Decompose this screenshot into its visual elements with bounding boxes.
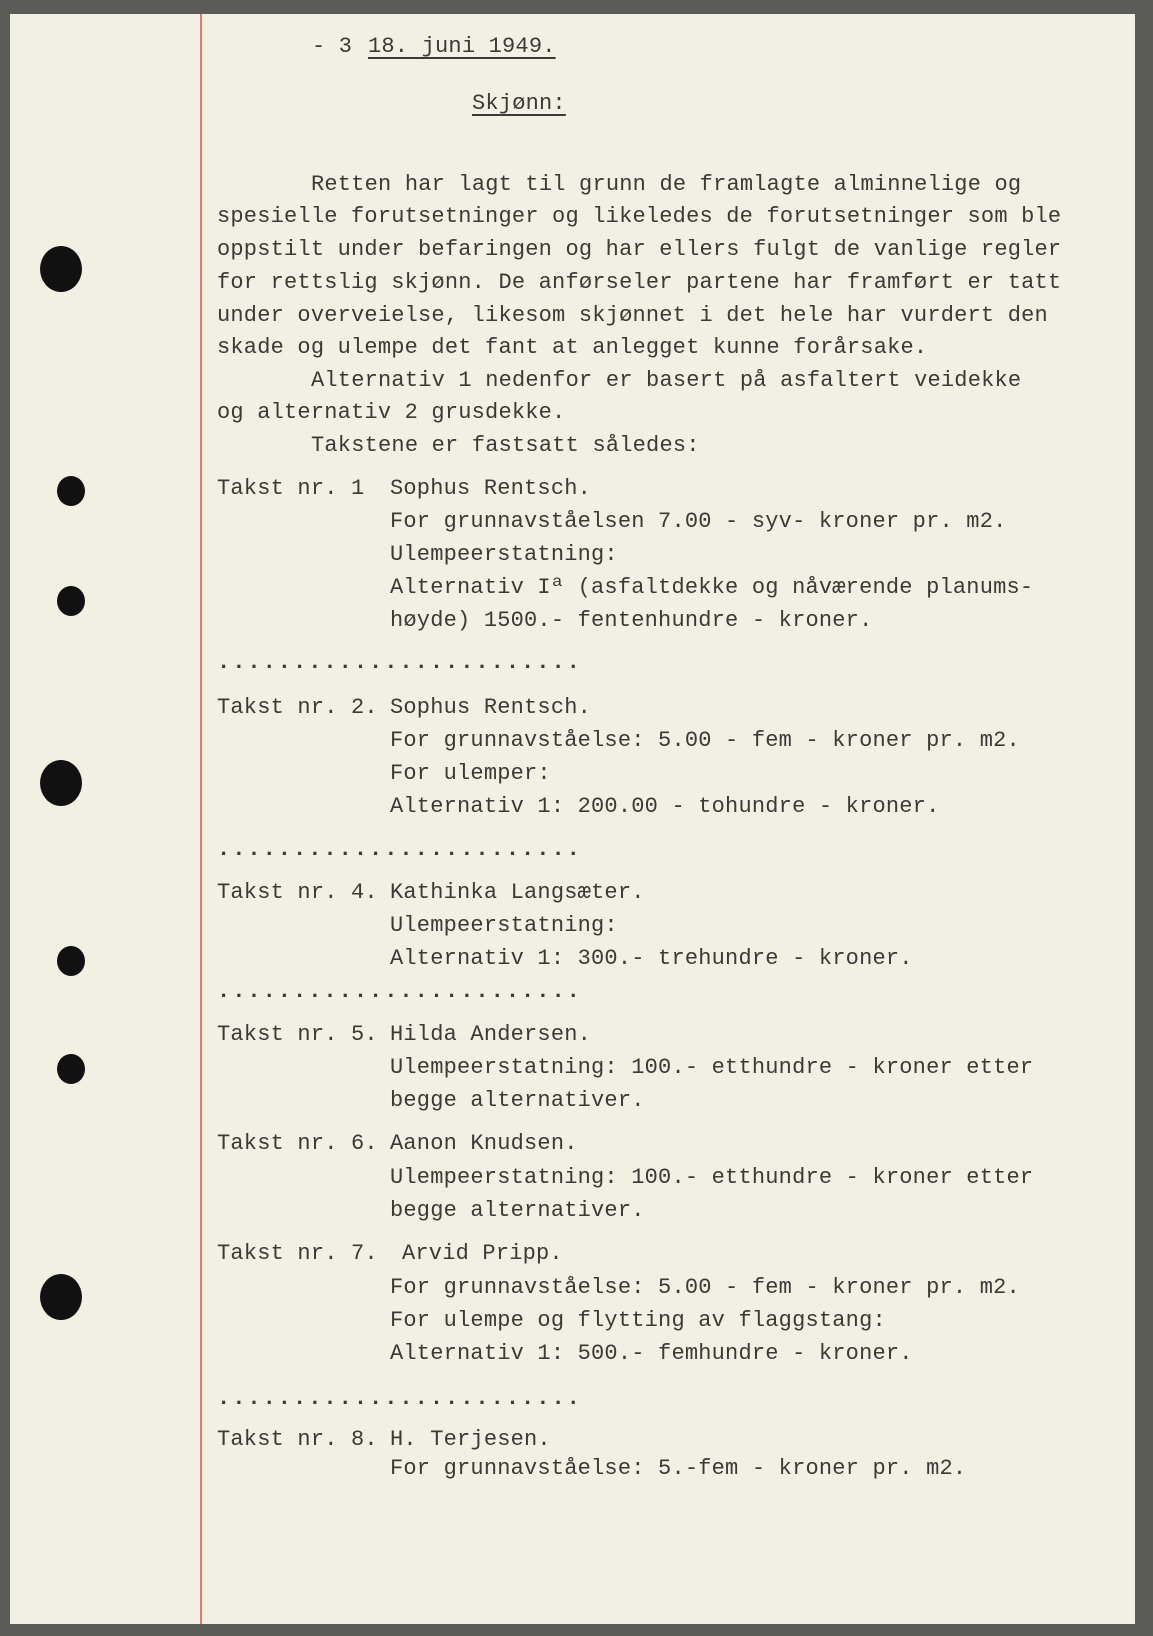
paragraph-line: Alternativ 1 nedenfor er basert på asfaltert veidekke	[311, 368, 1022, 393]
takst-line: høyde) 1500.- fentenhundre - kroner.	[390, 608, 873, 633]
margin-line	[200, 14, 202, 1624]
takst-label: Takst nr. 7.	[217, 1241, 378, 1266]
takst-name: Sophus Rentsch.	[390, 695, 592, 720]
takst-line: Ulempeerstatning: 100.- etthundre - kroner etter	[390, 1165, 1034, 1190]
takst-line: For grunnavståelse: 5.-fem - kroner pr. m2.	[390, 1456, 967, 1481]
paragraph-line: under overveielse, likesom skjønnet i det hele har vurdert den	[217, 303, 1048, 328]
punch-hole	[40, 246, 82, 292]
separator: ........................	[217, 1386, 582, 1411]
takst-line: For grunnavståelse: 5.00 - fem - kroner pr. m2.	[390, 728, 1020, 753]
takst-name: H. Terjesen.	[390, 1427, 551, 1452]
paragraph-line: og alternativ 2 grusdekke.	[217, 400, 566, 425]
takst-line: Ulempeerstatning:	[390, 542, 618, 567]
takst-label: Takst nr. 4.	[217, 880, 378, 905]
takst-name: Hilda Andersen.	[390, 1022, 592, 1047]
takst-line: For grunnavståelsen 7.00 - syv- kroner pr. m2.	[390, 509, 1007, 534]
takst-label: Takst nr. 1	[217, 476, 365, 501]
punch-hole	[40, 760, 82, 806]
takst-label: Takst nr. 6.	[217, 1131, 378, 1156]
takst-line: begge alternativer.	[390, 1198, 645, 1223]
paragraph-line: oppstilt under befaringen og har ellers fulgt de vanlige regler	[217, 237, 1062, 262]
takst-line: Alternativ 1: 200.00 - tohundre - kroner.	[390, 794, 940, 819]
separator: ........................	[217, 837, 582, 862]
takst-name: Kathinka Langsæter.	[390, 880, 645, 905]
punch-hole	[57, 946, 85, 976]
punch-hole	[57, 476, 85, 506]
takst-line: Alternativ 1: 300.- trehundre - kroner.	[390, 946, 913, 971]
takst-line: Alternativ 1: 500.- femhundre - kroner.	[390, 1341, 913, 1366]
title: Skjønn:	[472, 91, 566, 116]
takst-line: For ulemper:	[390, 761, 551, 786]
date: 18. juni 1949.	[368, 34, 556, 59]
paragraph-line: spesielle forutsetninger og likeledes de forutsetninger som ble	[217, 204, 1062, 229]
takst-line: Ulempeerstatning:	[390, 913, 618, 938]
takst-label: Takst nr. 8.	[217, 1427, 378, 1452]
punch-hole	[40, 1274, 82, 1320]
paragraph-line: Retten har lagt til grunn de framlagte alminnelige og	[311, 172, 1022, 197]
takst-name: Aanon Knudsen.	[390, 1131, 578, 1156]
takst-name: Arvid Pripp.	[402, 1241, 563, 1266]
takst-label: Takst nr. 5.	[217, 1022, 378, 1047]
punch-hole	[57, 1054, 85, 1084]
takst-line: Ulempeerstatning: 100.- etthundre - kroner etter	[390, 1055, 1034, 1080]
takst-label: Takst nr. 2.	[217, 695, 378, 720]
takst-line: Alternativ Iª (asfaltdekke og nåværende planums-	[390, 575, 1034, 600]
intro-line: Takstene er fastsatt således:	[311, 433, 700, 458]
separator: ........................	[217, 979, 582, 1004]
paragraph-line: skade og ulempe det fant at anlegget kunne forårsake.	[217, 335, 928, 360]
takst-name: Sophus Rentsch.	[390, 476, 592, 501]
separator: ........................	[217, 650, 582, 675]
takst-line: For ulempe og flytting av flaggstang:	[390, 1308, 886, 1333]
paragraph-line: for rettslig skjønn. De anførseler partene har framført er tatt	[217, 270, 1062, 295]
page-marker: - 3	[312, 34, 353, 59]
takst-line: For grunnavståelse: 5.00 - fem - kroner pr. m2.	[390, 1275, 1020, 1300]
punch-hole	[57, 586, 85, 616]
takst-line: begge alternativer.	[390, 1088, 645, 1113]
